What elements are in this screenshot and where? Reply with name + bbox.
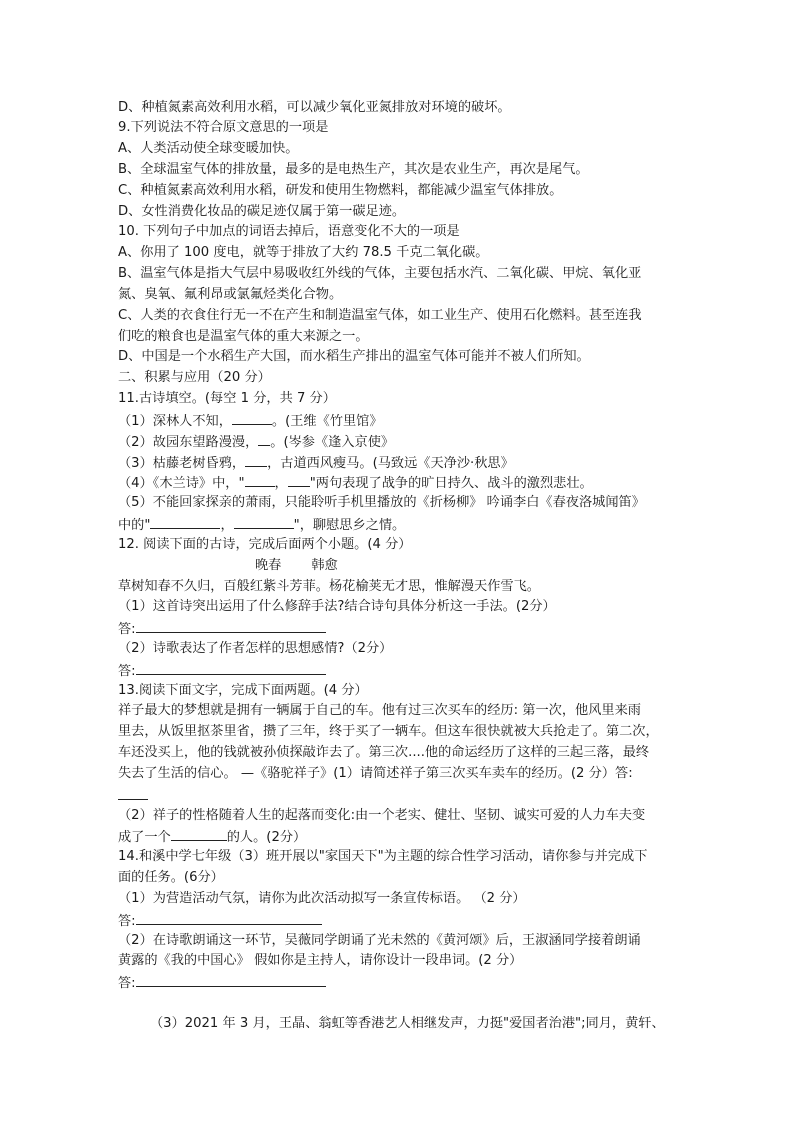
- q11-4-tail: "两句表现了战争的旷日持久、战斗的激烈悲壮。: [309, 476, 593, 491]
- option-d-q8: D、种植氮素高效利用水稻，可以减少氧化亚氮排放对环境的破坏。: [118, 100, 511, 115]
- question-11: 11.古诗填空。(每空 1 分，共 7 分）: [118, 391, 336, 406]
- option-a-q9: A、人类活动使全球变暖加快。: [118, 141, 299, 156]
- answer-line: [118, 910, 322, 930]
- passage-line-1: 祥子最大的梦想就是拥有一辆属于自己的车。他有过三次买车的经历: 第一次，他风里来雨: [118, 703, 641, 718]
- option-c-q10: C、人类的衣食住行无一不在产生和制造温室气体，如工业生产、使用石化燃料。甚至连我: [118, 308, 642, 323]
- option-c-q9: C、种植氮素高效利用水稻，研发和使用生物燃料，都能减少温室气体排放。: [118, 183, 563, 198]
- q13-sub-2-cont: [118, 826, 306, 846]
- answer-blank[interactable]: [136, 972, 326, 987]
- q11-item-4: [118, 472, 593, 492]
- q11-1-source: 。(王维《竹里馆》: [271, 414, 383, 429]
- q11-5-comma: ，: [220, 518, 234, 533]
- passage-line-2: 里去，从饭里抠茶里省，攒了三年，终于买了一辆车。但这车很快就被大兵抢走了。第二次，: [118, 724, 659, 739]
- question-14-cont: 面的任务。(6分）: [118, 870, 224, 885]
- q13-2-tail: 的人。(2分）: [226, 830, 307, 845]
- blank[interactable]: [245, 452, 267, 467]
- question-10: 10. 下列句子中加点的词语去掉后，语意变化不大的一项是: [118, 224, 460, 239]
- blank[interactable]: [234, 514, 294, 529]
- q11-2-text: （2）故园东望路漫漫，: [118, 435, 259, 450]
- q11-item-5: （5）不能回家探亲的萧雨，只能聆听手机里播放的《折杨柳》 吟诵李白《春夜洛城闻笛》: [118, 495, 645, 510]
- answer-line: [118, 972, 326, 992]
- q11-4-text: （4）《木兰诗》中，": [118, 476, 245, 491]
- option-d-q10: D、中国是一个水稻生产大国，而水稻生产排出的温室气体可能并不被人们所知。: [118, 349, 590, 364]
- passage-line-4: 失去了生活的信心。 —《骆驼祥子》(1）请简述祥子第三次买车卖车的经历。(2 分）答:: [118, 766, 633, 781]
- q12-sub-1: （1）这首诗突出运用了什么修辞手法?结合诗句具体分析这一手法。(2分）: [118, 599, 556, 614]
- poem-author: 韩愈: [311, 558, 338, 573]
- q11-item-2: [118, 431, 394, 451]
- q11-item-3: [118, 452, 514, 472]
- q11-3-text: （3）枯藤老树昏鸦，: [118, 456, 246, 471]
- q14-sub-3: （3）2021 年 3 月，王晶、翁虹等香港艺人相继发声，力挺"爱国者治港";同月，黄轩、: [150, 1016, 665, 1031]
- q11-2-source: 。(岑参《逢入京使》: [270, 435, 395, 450]
- q11-5-open: 中的": [118, 518, 151, 533]
- question-12: 12. 阅读下面的古诗，完成后面两个小题。(4 分）: [118, 537, 412, 552]
- q11-5-tail: "，聊慰思乡之情。: [293, 518, 406, 533]
- answer-line: [118, 618, 326, 638]
- answer-blank[interactable]: [118, 785, 148, 800]
- answer-label: 答:: [118, 664, 136, 679]
- answer-label: 答:: [118, 914, 136, 929]
- q14-sub-1: （1）为营造活动气氛，请你为此次活动拟写一条宣传标语。 （2 分）: [118, 891, 526, 906]
- option-c-q10-cont: 们吃的粮食也是温室气体的重大来源之一。: [118, 329, 369, 344]
- blank[interactable]: [232, 410, 272, 425]
- question-14: 14.和溪中学七年级（3）班开展以"家国天下"为主题的综合性学习活动，请你参与并完成下: [118, 849, 648, 864]
- option-b-q9: B、全球温室气体的排放量，最多的是电热生产，其次是农业生产，再次是尾气。: [118, 162, 589, 177]
- poem-body: 草树知春不久归，百般红紫斗芳菲。杨花榆荚无才思，惟解漫天作雪飞。: [118, 579, 540, 594]
- answer-blank[interactable]: [136, 910, 322, 925]
- answer-label: 答:: [118, 976, 136, 991]
- question-13: 13.阅读下面文字，完成下面两题。(4 分）: [118, 683, 368, 698]
- blank[interactable]: [288, 472, 310, 487]
- q14-sub-2-cont: 黄露的《我的中国心》 假如你是主持人，请你设计一段串词。(2 分）: [118, 953, 523, 968]
- section-2-heading: 二、积累与应用（20 分）: [118, 370, 271, 385]
- q14-sub-2: （2）在诗歌朗诵这一环节，吴薇同学朗诵了光未然的《黄河颂》后，王淑涵同学接着朗诵: [118, 933, 641, 948]
- q11-item-5-cont: [118, 514, 405, 534]
- q11-1-text: （1）深林人不知，: [118, 414, 232, 429]
- answer-blank[interactable]: [136, 660, 326, 675]
- answer-line: [118, 660, 326, 680]
- q11-item-1: [118, 410, 383, 430]
- q13-sub-2: （2）祥子的性格随着人生的起落而变化:由一个老实、健壮、坚韧、诚实可爱的人力车夫变: [118, 808, 646, 823]
- question-9: 9.下列说法不符合原文意思的一项是: [118, 120, 329, 135]
- q12-sub-2: （2）诗歌表达了作者怎样的思想感情?（2分）: [118, 641, 393, 656]
- answer-line: [118, 785, 148, 805]
- poem-title: [255, 556, 338, 576]
- blank[interactable]: [171, 826, 227, 841]
- answer-label: 答:: [118, 622, 136, 637]
- q11-3-source: ，古道西风瘦马。(马致远《天净沙·秋思》: [267, 456, 514, 471]
- blank[interactable]: [150, 514, 220, 529]
- option-b-q10-cont: 氮、臭氧、氟利昂或氯氟烃类化合物。: [118, 287, 343, 302]
- blank[interactable]: [245, 472, 275, 487]
- blank[interactable]: [258, 431, 270, 446]
- option-b-q10: B、温室气体是指大气层中易吸收红外线的气体，主要包括水汽、二氧化碳、甲烷、氧化亚: [118, 266, 642, 281]
- option-a-q10: A、你用了 100 度电，就等于排放了大约 78.5 千克二氧化碳。: [118, 245, 489, 260]
- option-d-q9: D、女性消费化妆品的碳足迹仅属于第一碳足迹。: [118, 204, 406, 219]
- q11-4-comma: ，: [274, 476, 288, 491]
- passage-line-3: 车还没买上，他的钱就被孙侦探敲诈去了。第三次....他的命运经历了这样的三起三落，最终: [118, 745, 650, 760]
- answer-blank[interactable]: [136, 618, 326, 633]
- poem-title-text: 晚春: [255, 558, 282, 573]
- q13-2-text: 成了一个: [118, 830, 171, 845]
